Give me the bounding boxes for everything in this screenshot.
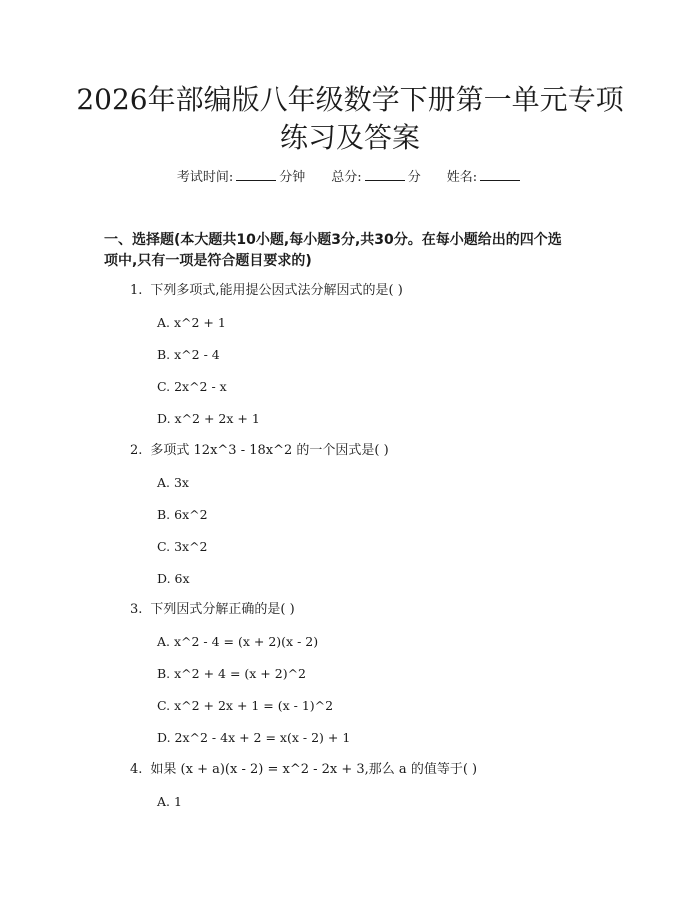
question-2 (130, 442, 389, 460)
option-3c: C. x^2 + 2x + 1 = (x - 1)^2 (157, 698, 334, 713)
question-1 (130, 282, 403, 300)
question-4 (130, 761, 477, 779)
option-2d: D. 6x (157, 571, 190, 586)
option-2c: C. 3x^2 (157, 539, 208, 554)
time-unit: 分钟 (279, 170, 306, 185)
question-number: 3. (130, 602, 143, 617)
question-number: 2. (130, 443, 143, 458)
page-title-line1: 2026年部编版八年级数学下册第一单元专项 (76, 83, 624, 116)
option-1c: C. 2x^2 - x (157, 379, 227, 394)
option-2a: A. 3x (157, 475, 189, 490)
section-heading-line2: 项中,只有一项是符合题目要求的) (104, 253, 312, 269)
score-label: 总分: (331, 170, 362, 185)
question-text: 多项式 12x^3 - 18x^2 的一个因式是( ) (150, 443, 389, 458)
time-label: 考试时间: (176, 170, 234, 185)
option-1a: A. x^2 + 1 (157, 315, 226, 330)
time-blank (236, 168, 276, 181)
option-1b: B. x^2 - 4 (157, 347, 220, 362)
option-4a: A. 1 (157, 794, 182, 809)
page-title-line2: 练习及答案 (279, 121, 420, 154)
option-3a: A. x^2 - 4 = (x + 2)(x - 2) (157, 634, 319, 649)
exam-meta (0, 168, 700, 187)
question-text: 下列因式分解正确的是( ) (150, 602, 295, 617)
question-number: 4. (130, 762, 143, 777)
option-2b: B. 6x^2 (157, 507, 208, 522)
score-unit: 分 (407, 170, 421, 185)
question-3 (130, 601, 295, 619)
question-text: 如果 (x + a)(x - 2) = x^2 - 2x + 3,那么 a 的值等于( ) (150, 762, 478, 777)
question-number: 1. (130, 283, 143, 298)
name-blank (480, 168, 520, 181)
option-3d: D. 2x^2 - 4x + 2 = x(x - 2) + 1 (157, 730, 351, 745)
question-text: 下列多项式,能用提公因式法分解因式的是( ) (150, 283, 403, 298)
name-label: 姓名: (446, 170, 478, 185)
section-heading-line1: 一、选择题(本大题共10小题,每小题3分,共30分。在每小题给出的四个选 (104, 232, 562, 248)
score-blank (365, 168, 405, 181)
option-1d: D. x^2 + 2x + 1 (157, 411, 260, 426)
option-3b: B. x^2 + 4 = (x + 2)^2 (157, 666, 307, 681)
